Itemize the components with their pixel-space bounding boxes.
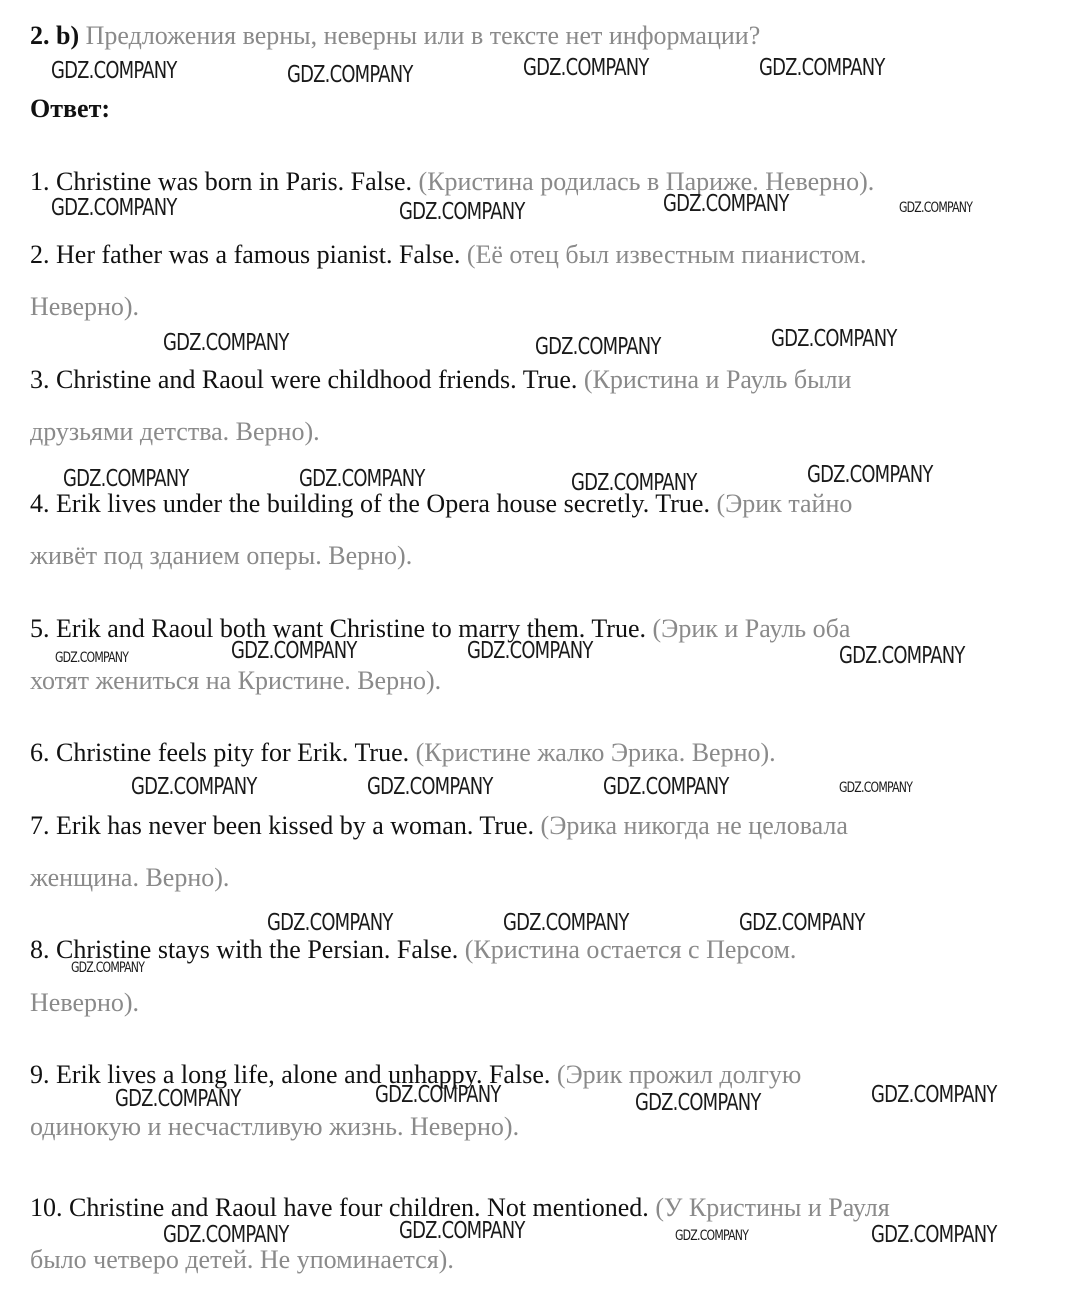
watermark: GDZ.COMPANY bbox=[467, 638, 593, 664]
answer-1-translation: (Кристина родилась в Париже. Неверно). bbox=[418, 167, 875, 196]
answer-3-translation-cont: друзьями детства. Верно). bbox=[30, 417, 320, 446]
watermark: GDZ.COMPANY bbox=[503, 910, 629, 936]
answer-5-translation-cont: хотят жениться на Кристине. Верно). bbox=[30, 666, 442, 695]
watermark: GDZ.COMPANY bbox=[51, 195, 177, 221]
answer-8-translation-cont: Неверно). bbox=[30, 988, 140, 1017]
watermark: GDZ.COMPANY bbox=[115, 1086, 241, 1112]
watermark: GDZ.COMPANY bbox=[663, 191, 789, 217]
answer-10-translation: (У Кристины и Рауля bbox=[655, 1193, 890, 1222]
answer-4-translation-cont: живёт под зданием оперы. Верно). bbox=[30, 541, 413, 570]
task-title: Предложения верны, неверны или в тексте нет информации? bbox=[85, 21, 761, 50]
watermark: GDZ.COMPANY bbox=[231, 638, 357, 664]
watermark: GDZ.COMPANY bbox=[71, 960, 145, 976]
watermark: GDZ.COMPANY bbox=[899, 200, 973, 216]
answer-5 bbox=[30, 614, 850, 644]
answer-4-english: 4. Erik lives under the building of the Opera house secretly. True. bbox=[30, 489, 710, 518]
watermark: GDZ.COMPANY bbox=[55, 650, 129, 666]
answer-6-english: 6. Christine feels pity for Erik. True. bbox=[30, 738, 410, 767]
answer-7-translation-cont: женщина. Верно). bbox=[30, 863, 230, 892]
watermark: GDZ.COMPANY bbox=[675, 1228, 749, 1244]
watermark: GDZ.COMPANY bbox=[163, 330, 289, 356]
watermark: GDZ.COMPANY bbox=[839, 780, 913, 796]
answer-7-english: 7. Erik has never been kissed by a woman. True. bbox=[30, 811, 535, 840]
answer-6 bbox=[30, 738, 776, 768]
task-number: 2. b) bbox=[30, 21, 80, 50]
watermark: GDZ.COMPANY bbox=[635, 1090, 761, 1116]
watermark: GDZ.COMPANY bbox=[287, 62, 413, 88]
watermark: GDZ.COMPANY bbox=[871, 1222, 997, 1248]
watermark: GDZ.COMPANY bbox=[571, 470, 697, 496]
watermark: GDZ.COMPANY bbox=[759, 55, 885, 81]
answer-5-english: 5. Erik and Raoul both want Christine to marry them. True. bbox=[30, 614, 646, 643]
answer-9-translation-cont: одинокую и несчастливую жизнь. Неверно). bbox=[30, 1112, 520, 1141]
watermark: GDZ.COMPANY bbox=[63, 466, 189, 492]
watermark: GDZ.COMPANY bbox=[163, 1222, 289, 1248]
answer-10-translation-cont: было четверо детей. Не упоминается). bbox=[30, 1245, 454, 1274]
answer-7-translation: (Эрика никогда не целовала bbox=[540, 811, 848, 840]
answer-8 bbox=[30, 935, 796, 965]
watermark: GDZ.COMPANY bbox=[603, 774, 729, 800]
watermark: GDZ.COMPANY bbox=[299, 466, 425, 492]
answer-9-english: 9. Erik lives a long life, alone and unhappy. False. bbox=[30, 1060, 551, 1089]
watermark: GDZ.COMPANY bbox=[535, 334, 661, 360]
task-header bbox=[30, 21, 760, 51]
answer-10-english: 10. Christine and Raoul have four children. Not mentioned. bbox=[30, 1193, 649, 1222]
watermark: GDZ.COMPANY bbox=[367, 774, 493, 800]
answer-3-translation: (Кристина и Рауль были bbox=[583, 365, 852, 394]
watermark: GDZ.COMPANY bbox=[739, 910, 865, 936]
answer-2 bbox=[30, 240, 867, 270]
answer-7 bbox=[30, 811, 848, 841]
watermark: GDZ.COMPANY bbox=[871, 1082, 997, 1108]
answer-8-english: 8. Christine stays with the Persian. False. bbox=[30, 935, 459, 964]
answer-9-translation: (Эрик прожил долгую bbox=[556, 1060, 802, 1089]
answer-4-translation: (Эрик тайно bbox=[716, 489, 853, 518]
watermark: GDZ.COMPANY bbox=[267, 910, 393, 936]
answer-2-translation-cont: Неверно). bbox=[30, 292, 140, 321]
watermark: GDZ.COMPANY bbox=[807, 462, 933, 488]
watermark: GDZ.COMPANY bbox=[51, 58, 177, 84]
answer-4 bbox=[30, 489, 852, 519]
watermark: GDZ.COMPANY bbox=[523, 55, 649, 81]
answer-1-english: 1. Christine was born in Paris. False. bbox=[30, 167, 413, 196]
answer-6-translation: (Кристине жалко Эрика. Верно). bbox=[415, 738, 776, 767]
answer-5-translation: (Эрик и Рауль оба bbox=[652, 614, 851, 643]
answer-8-translation: (Кристина остается с Персом. bbox=[464, 935, 797, 964]
answer-3-english: 3. Christine and Raoul were childhood friends. True. bbox=[30, 365, 578, 394]
answer-3 bbox=[30, 365, 851, 395]
watermark: GDZ.COMPANY bbox=[375, 1082, 501, 1108]
watermark: GDZ.COMPANY bbox=[399, 1218, 525, 1244]
answer-heading: Ответ: bbox=[30, 94, 111, 123]
watermark: GDZ.COMPANY bbox=[839, 643, 965, 669]
watermark: GDZ.COMPANY bbox=[399, 199, 525, 225]
watermark: GDZ.COMPANY bbox=[131, 774, 257, 800]
answer-2-english: 2. Her father was a famous pianist. False. bbox=[30, 240, 461, 269]
watermark: GDZ.COMPANY bbox=[771, 326, 897, 352]
answer-2-translation: (Её отец был известным пианистом. bbox=[466, 240, 867, 269]
